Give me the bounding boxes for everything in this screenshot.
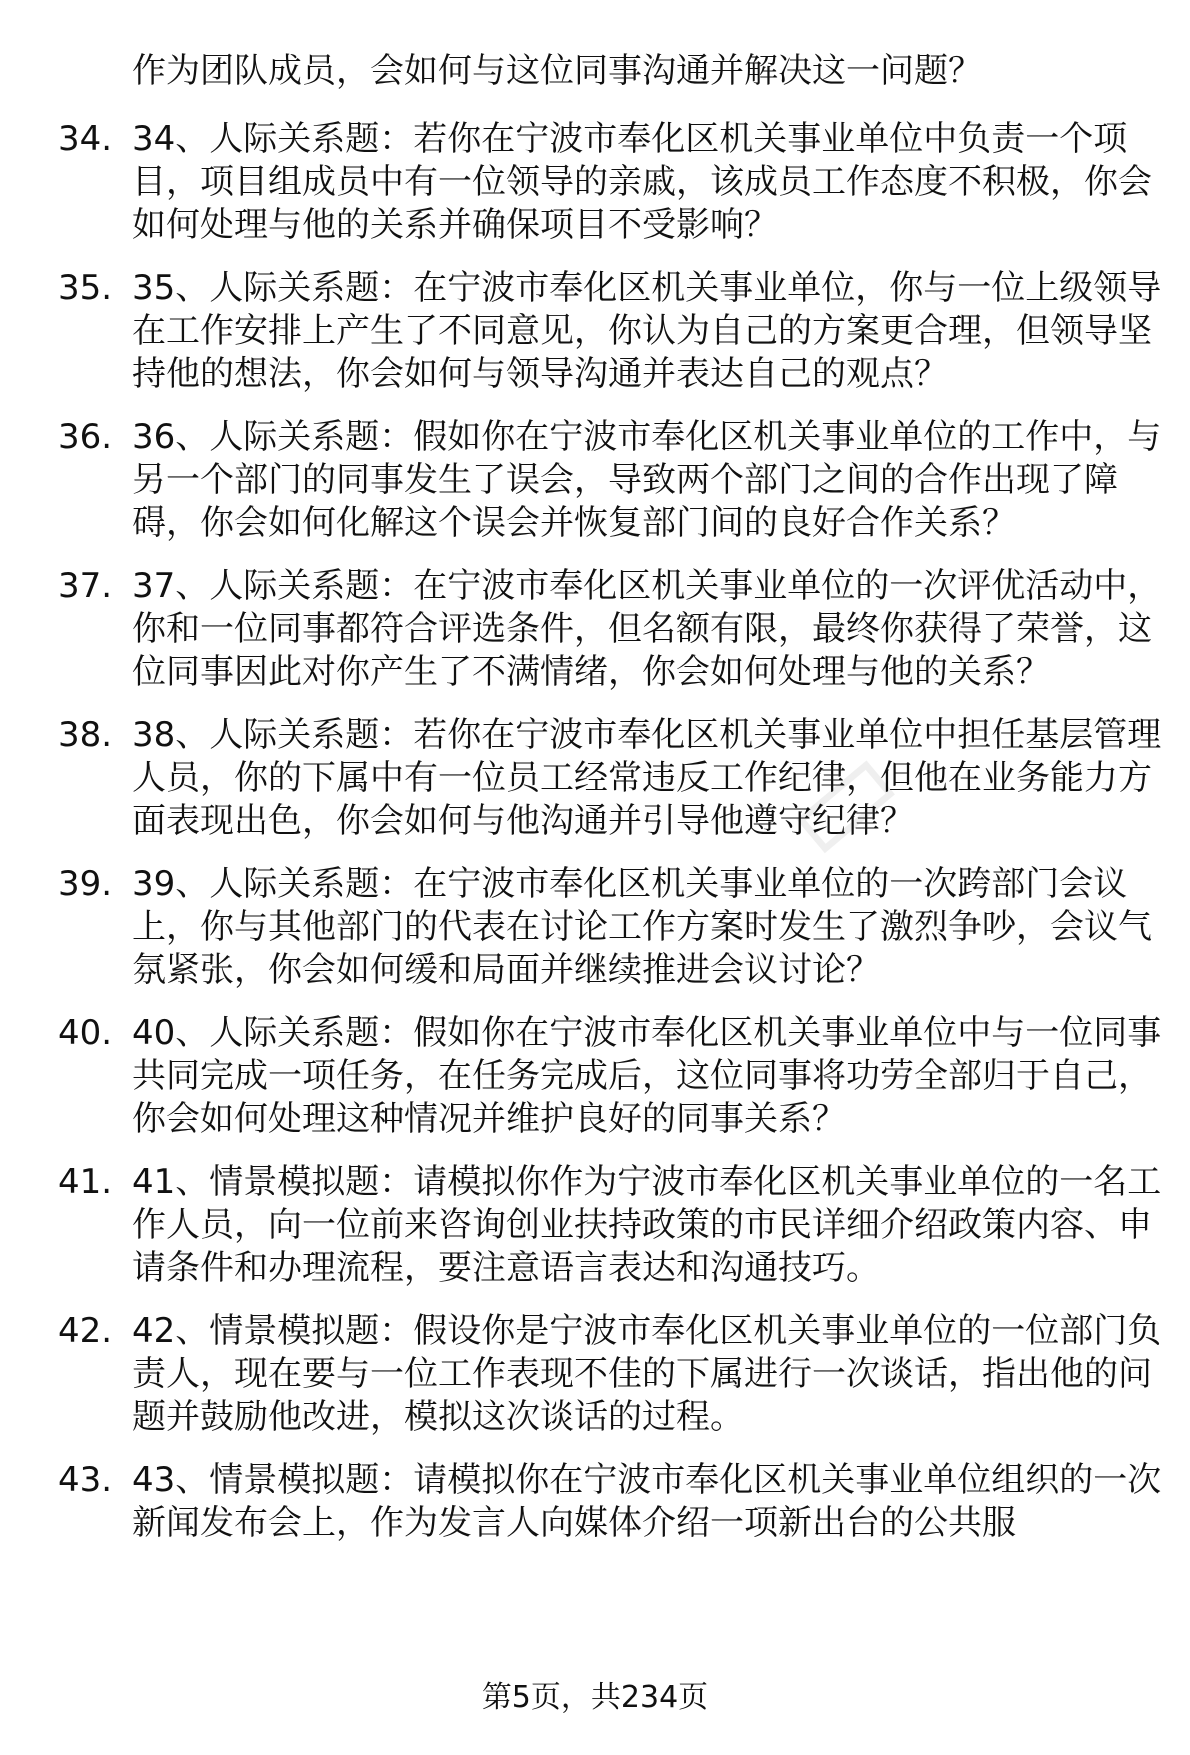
question-number: 35. xyxy=(58,268,113,308)
question-text: 42、情景模拟题：假设你是宁波市奉化区机关事业单位的一位部门负责人，现在要与一位工作表现不佳的下属进行一次谈话，指出他的问题并鼓励他改进，模拟这次谈话的过程。 xyxy=(132,1311,1162,1437)
question-item-38 xyxy=(0,714,1190,843)
question-item-42 xyxy=(0,1310,1190,1439)
page-footer: 第5页，共234页 xyxy=(481,1680,709,1715)
question-text: 37、人际关系题：在宁波市奉化区机关事业单位的一次评优活动中，你和一位同事都符合评选条件，但名额有限，最终你获得了荣誉，这位同事因此对你产生了不满情绪，你会如何处理与他的关系？ xyxy=(132,566,1162,692)
question-list xyxy=(0,118,1190,1565)
question-number: 34. xyxy=(58,119,113,159)
question-number: 43. xyxy=(58,1460,113,1500)
question-text: 36、人际关系题：假如你在宁波市奉化区机关事业单位的工作中，与另一个部门的同事发生了误会，导致两个部门之间的合作出现了障碍，你会如何化解这个误会并恢复部门间的良好合作关系？ xyxy=(132,417,1162,543)
question-item-35 xyxy=(0,267,1190,396)
question-text: 39、人际关系题：在宁波市奉化区机关事业单位的一次跨部门会议上，你与其他部门的代表在讨论工作方案时发生了激烈争吵，会议气氛紧张，你会如何缓和局面并继续推进会议讨论？ xyxy=(132,864,1152,990)
continuation-text: 作为团队成员，会如何与这位同事沟通并解决这一问题？ xyxy=(132,51,982,91)
question-number: 40. xyxy=(58,1013,113,1053)
question-text: 41、情景模拟题：请模拟你作为宁波市奉化区机关事业单位的一名工作人员，向一位前来咨询创业扶持政策的市民详细介绍政策内容、申请条件和办理流程，要注意语言表达和沟通技巧。 xyxy=(132,1162,1162,1288)
question-text: 43、情景模拟题：请模拟你在宁波市奉化区机关事业单位组织的一次新闻发布会上，作为发言人向媒体介绍一项新出台的公共服 xyxy=(132,1460,1162,1543)
question-text: 35、人际关系题：在宁波市奉化区机关事业单位，你与一位上级领导在工作安排上产生了不同意见，你认为自己的方案更合理，但领导坚持他的想法，你会如何与领导沟通并表达自己的观点？ xyxy=(132,268,1162,394)
question-item-39 xyxy=(0,863,1190,992)
question-item-40 xyxy=(0,1012,1190,1141)
question-item-43 xyxy=(0,1459,1190,1545)
question-number: 38. xyxy=(58,715,113,755)
question-number: 42. xyxy=(58,1311,113,1351)
question-item-36 xyxy=(0,416,1190,545)
question-number: 36. xyxy=(58,417,113,457)
question-text: 38、人际关系题：若你在宁波市奉化区机关事业单位中担任基层管理人员，你的下属中有一位员工经常违反工作纪律，但他在业务能力方面表现出色，你会如何与他沟通并引导他遵守纪律？ xyxy=(132,715,1162,841)
question-number: 39. xyxy=(58,864,113,904)
question-number: 41. xyxy=(58,1162,113,1202)
watermark: ▭ xyxy=(751,709,928,890)
question-text: 40、人际关系题：假如你在宁波市奉化区机关事业单位中与一位同事共同完成一项任务，在任务完成后，这位同事将功劳全部归于自己，你会如何处理这种情况并维护良好的同事关系？ xyxy=(132,1013,1162,1139)
question-number: 37. xyxy=(58,566,113,606)
question-text: 34、人际关系题：若你在宁波市奉化区机关事业单位中负责一个项目，项目组成员中有一位领导的亲戚，该成员工作态度不积极，你会如何处理与他的关系并确保项目不受影响？ xyxy=(132,119,1152,245)
question-item-41 xyxy=(0,1161,1190,1290)
question-item-37 xyxy=(0,565,1190,694)
question-item-34 xyxy=(0,118,1190,247)
